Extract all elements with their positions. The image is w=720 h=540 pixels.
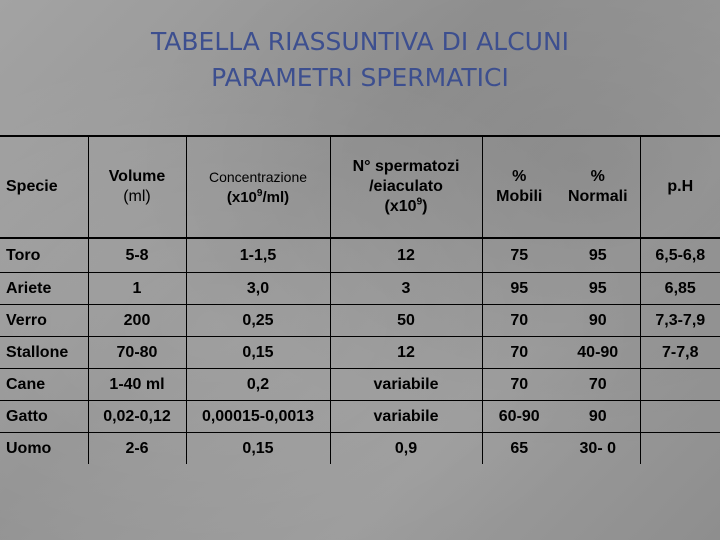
- cell-mobili: 70: [482, 337, 556, 369]
- cell-normali: 30- 0: [556, 433, 640, 465]
- cell-specie: Ariete: [0, 273, 88, 305]
- cell-ph: [640, 401, 720, 433]
- slide-title-line-2: PARAMETRI SPERMATICI: [211, 63, 509, 92]
- cell-normali: 40-90: [556, 337, 640, 369]
- cell-spermatozoi: 12: [330, 337, 482, 369]
- cell-volume: 2-6: [88, 433, 186, 465]
- header-concentrazione: Concentrazione $(x10^9/ml)$: [186, 136, 330, 238]
- cell-ph: 6,5-6,8: [640, 238, 720, 273]
- table-row: [0, 401, 720, 433]
- cell-spermatozoi: 50: [330, 305, 482, 337]
- cell-ph: 6,85: [640, 273, 720, 305]
- table-row: [0, 337, 720, 369]
- table-header-row: [0, 136, 720, 238]
- cell-mobili: 95: [482, 273, 556, 305]
- header-mobili: % Mobili: [482, 136, 556, 238]
- cell-volume: 1-40 ml: [88, 369, 186, 401]
- cell-volume: 70-80: [88, 337, 186, 369]
- header-spermatozoi: N° spermatozi /eiaculato $(x10^9)$: [330, 136, 482, 238]
- cell-normali: 90: [556, 305, 640, 337]
- cell-volume: 5-8: [88, 238, 186, 273]
- cell-spermatozoi: 0,9: [330, 433, 482, 465]
- table-row: [0, 433, 720, 465]
- cell-ph: 7,3-7,9: [640, 305, 720, 337]
- cell-concentrazione: 1-1,5: [186, 238, 330, 273]
- cell-volume: 200: [88, 305, 186, 337]
- header-ph: p.H: [640, 136, 720, 238]
- cell-mobili: 60-90: [482, 401, 556, 433]
- cell-concentrazione: 0,15: [186, 433, 330, 465]
- cell-mobili: 65: [482, 433, 556, 465]
- table-row: [0, 238, 720, 273]
- cell-specie: Stallone: [0, 337, 88, 369]
- cell-specie: Uomo: [0, 433, 88, 465]
- cell-normali: 95: [556, 273, 640, 305]
- header-normali: % Normali: [556, 136, 640, 238]
- cell-spermatozoi: variabile: [330, 401, 482, 433]
- table-row: [0, 369, 720, 401]
- parameters-table: [0, 135, 720, 464]
- slide-title: [0, 24, 720, 96]
- cell-specie: Cane: [0, 369, 88, 401]
- cell-normali: 90: [556, 401, 640, 433]
- cell-specie: Toro: [6, 246, 41, 264]
- cell-specie: Gatto: [0, 401, 88, 433]
- cell-specie: Verro: [0, 305, 88, 337]
- cell-normali: 70: [556, 369, 640, 401]
- cell-concentrazione: 0,25: [186, 305, 330, 337]
- cell-spermatozoi: 12: [330, 238, 482, 273]
- slide-title-line-1: TABELLA RIASSUNTIVA DI ALCUNI: [150, 27, 570, 56]
- cell-normali: 95: [588, 246, 607, 264]
- cell-concentrazione: 0,15: [186, 337, 330, 369]
- cell-ph: 7-7,8: [640, 337, 720, 369]
- table-row: [0, 305, 720, 337]
- cell-spermatozoi: variabile: [330, 369, 482, 401]
- cell-ph: [640, 369, 720, 401]
- cell-ph: [640, 433, 720, 465]
- cell-concentrazione: 3,0: [186, 273, 330, 305]
- cell-mobili: 70: [482, 305, 556, 337]
- header-specie: Specie: [0, 136, 88, 238]
- header-volume: Volume (ml): [88, 136, 186, 238]
- cell-mobili: 70: [482, 369, 556, 401]
- cell-mobili: 75: [482, 238, 556, 273]
- cell-volume: 1: [88, 273, 186, 305]
- cell-volume: 0,02-0,12: [88, 401, 186, 433]
- cell-spermatozoi: 3: [330, 273, 482, 305]
- cell-concentrazione: 0,00015-0,0013: [186, 401, 330, 433]
- cell-concentrazione: 0,2: [186, 369, 330, 401]
- table-row: [0, 273, 720, 305]
